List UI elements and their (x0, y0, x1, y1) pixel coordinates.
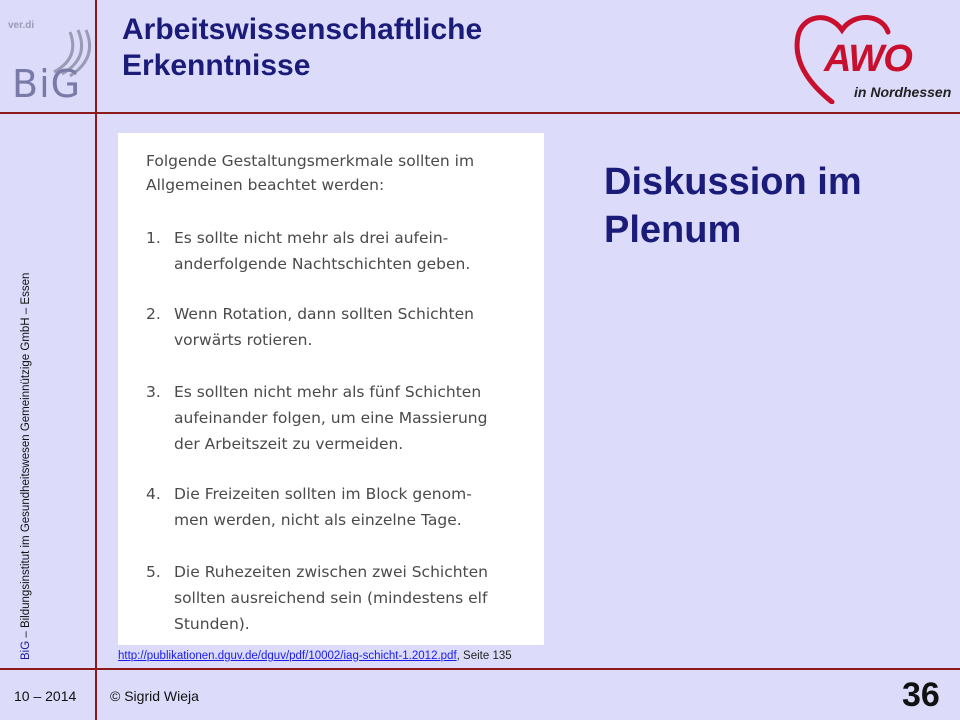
bottom-rule (0, 668, 960, 670)
awo-subtitle: in Nordhessen (854, 84, 952, 100)
title-line-2: Erkenntnisse (122, 49, 311, 82)
intro-line-2: Allgemeinen beachtet werden: (146, 176, 385, 194)
discussion-line-1: Diskussion im (604, 161, 862, 203)
item-line: Die Ruhezeiten zwischen zwei Schichten (174, 563, 488, 581)
item-number: 3. (146, 383, 161, 401)
slide-author: © Sigrid Wieja (110, 688, 199, 704)
document-excerpt (118, 133, 544, 645)
source-citation (118, 650, 512, 662)
left-rule (95, 0, 97, 720)
item-line: Es sollten nicht mehr als fünf Schichten (174, 383, 482, 401)
document-intro (146, 149, 526, 197)
item-line: Die Freizeiten sollten im Block genom- (174, 485, 472, 503)
item-line: Es sollte nicht mehr als drei aufein- (174, 229, 449, 247)
big-logo-text: BiG (12, 62, 82, 106)
big-logo (8, 18, 92, 108)
item-line: aufeinander folgen, um eine Massierung (174, 409, 488, 427)
item-line: vorwärts rotieren. (174, 331, 313, 349)
slide-title (122, 12, 602, 84)
title-line-1: Arbeitswissenschaftliche (122, 13, 483, 46)
item-line: anderfolgende Nachtschichten geben. (174, 255, 471, 273)
awo-logo (792, 8, 952, 108)
item-line: der Arbeitszeit zu vermeiden. (174, 435, 404, 453)
top-rule (0, 112, 960, 114)
item-line: Wenn Rotation, dann sollten Schichten (174, 305, 474, 323)
page-number: 36 (902, 676, 940, 714)
sidebar-caption (20, 273, 32, 660)
item-line: men werden, nicht als einzelne Tage. (174, 511, 462, 529)
item-number: 1. (146, 229, 161, 247)
item-line: Stunden). (174, 615, 250, 633)
awo-text: AWO (824, 38, 912, 80)
discussion-heading (604, 158, 934, 254)
discussion-line-2: Plenum (604, 209, 742, 251)
sidebar-brand: BiG (20, 640, 32, 660)
slide-date: 10 – 2014 (14, 688, 77, 704)
sidebar-text: – Bildungsinstitut im Gesundheitswesen Gemeinnützige GmbH – Essen (20, 272, 32, 641)
source-link[interactable]: http://publikationen.dguv.de/dguv/pdf/10002/iag-schicht-1.2012.pdf (118, 650, 457, 662)
item-line: sollten ausreichend sein (mindestens elf (174, 589, 488, 607)
item-number: 5. (146, 563, 161, 581)
item-number: 4. (146, 485, 161, 503)
source-suffix: , Seite 135 (456, 650, 512, 662)
intro-line-1: Folgende Gestaltungsmerkmale sollten im (146, 152, 475, 170)
item-number: 2. (146, 305, 161, 323)
verdi-label: ver.di (8, 20, 35, 31)
